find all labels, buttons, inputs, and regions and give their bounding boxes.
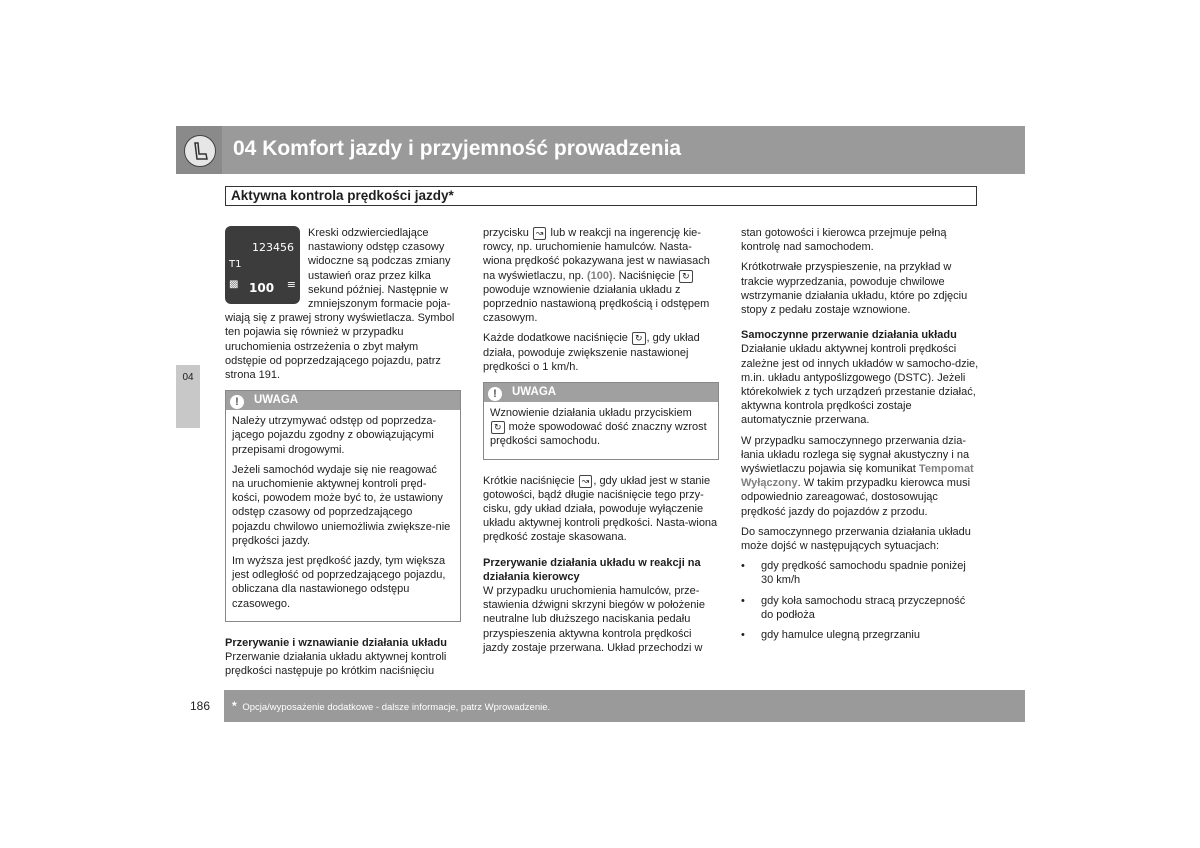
- paragraph: Do samoczynnego przerwania działania układu może dojść w następujących sytuacjach:: [741, 525, 971, 553]
- text: . W takim przypadku kierowca musi odpowiednio zareagować, dostosowując prędkość jazdy do pojazdów z przodu.: [741, 477, 971, 518]
- resume-button-icon: ↻: [679, 270, 693, 283]
- text: Wznowienie działania układu przyciskiem: [490, 407, 692, 420]
- text: . Naciśnięcie: [612, 269, 675, 282]
- paragraph: Działanie układu aktywnej kontroli prędkości zależne jest od innych układów w samocho-dzie, m.in. układu antypoślizgowego (DSTC). Jeżeli którekolwiek z tych urządzeń przestanie działać, aktywna kontrola prędkości zostaje automatycznie przerwana.: [741, 343, 979, 427]
- display-message: Tempomat Wyłączony: [741, 463, 974, 490]
- warning-body: [484, 402, 718, 459]
- footnote-text: Opcja/wyposażenie dodatkowe - dalsze informacje, patrz Wprowadzenie.: [242, 702, 551, 713]
- paragraph: [483, 226, 719, 325]
- distance-bars-icon: ≡: [286, 278, 296, 291]
- car-icon: ▩: [229, 279, 239, 290]
- text: , gdy układ jest w stanie gotowości, bądź długie naciśnięcie tego przy-cisku, gdy układ działa, powoduje wyłączenie układu aktywnej kontroli prędkości. Nasta-wiona prędkość zostaje skasowana.: [483, 474, 718, 544]
- warning-body: [226, 410, 460, 621]
- text: , gdy układ działa, powoduje zwiększenie nastawionej prędkości o 1 km/h.: [483, 332, 700, 373]
- subheading-automatic-interrupt: Samoczynne przerwanie działania układu: [741, 329, 957, 342]
- text: Każde dodatkowe naciśnięcie: [483, 332, 628, 345]
- list-item: • gdy hamulce ulegną przegrzaniu: [741, 628, 979, 642]
- warning-paragraph: Należy utrzymywać odstęp od poprzedza-jącego pojazdu zgodny z obowiązującymi przepisami drogowymi.: [232, 415, 437, 456]
- intro-text-rest: wyświetlacza. Symbol ten pojawia się również w przypadku uruchomienia ostrzeżenia o zbyt małym odstępie od poprzedzającego pojazdu, patrz strona 191.: [225, 312, 455, 382]
- paragraph: Przerwanie działania układu aktywnej kontroli prędkości następuje po krótkim naciśnięciu: [225, 651, 447, 678]
- header-icon-box: [176, 126, 222, 174]
- column-2: [483, 226, 719, 661]
- chapter-side-tab: 04: [176, 365, 200, 428]
- warning-paragraph: [490, 406, 710, 449]
- instrument-display-illustration: [225, 226, 300, 304]
- paragraph: [483, 474, 719, 545]
- list-item: • gdy koła samochodu stracą przyczepność do podłoża: [741, 594, 979, 622]
- chapter-header: [176, 126, 1025, 174]
- text: może spowodować dość znaczny wzrost prędkości samochodu.: [490, 421, 707, 448]
- warning-header: [226, 391, 460, 410]
- situations-list: [741, 559, 979, 642]
- footer-note-bar: [224, 690, 1025, 722]
- text: lub w reakcji na ingerencję kie-rowcy, np. uruchomienie hamulców. Nasta-wiona prędkość pokazywana jest w nawiasach na wyświetlaczu, np.: [483, 227, 710, 282]
- paragraph: Krótkotrwałe przyspieszenie, na przykład w trakcie wyprzedzania, powoduje chwilowe wstrzymanie działania układu, które po zdjęciu stopy z pedału zostaje wznowione.: [741, 261, 968, 317]
- set-speed-value: 100: [249, 281, 275, 295]
- display-reference: (100): [586, 269, 613, 282]
- chapter-title: 04 Komfort jazdy i przyjemność prowadzenia: [233, 137, 682, 160]
- text: przycisku: [483, 227, 529, 239]
- intro-text: Kreski odzwierciedlające nastawiony odstęp czasowy widoczne są podczas zmiany ustawień oraz przez kilka sekund później. Następnie w zmniejszonym formacie poja-wiają się z prawej strony: [225, 227, 451, 325]
- text: powoduje wznowienie działania układu z poprzednio nastawioną prędkością i odstępem czasowym.: [483, 283, 710, 325]
- footnote-star: *: [232, 699, 237, 713]
- warning-paragraph: Jeżeli samochód wydaje się nie reagować na uruchomienie aktywnej kontroli pręd-kości, powodem może być to, że ustawiony odstęp czasowy od poprzedzającego pojazdu chwilowo uniemożliwia zwiększe-nie prędkości jazdy.: [232, 463, 451, 547]
- column-3: [741, 226, 979, 648]
- warning-box: [483, 382, 719, 460]
- cruise-control-button-icon: ↝: [533, 227, 547, 240]
- text: W przypadku samoczynnego przerwania dzia-łania układu rozlega się sygnał akustyczny i na wyświetlaczu pojawia się komunikat: [741, 434, 970, 476]
- warning-title: UWAGA: [254, 394, 299, 407]
- subheading-driver-interrupt: Przerywanie działania układu w reakcji na działania kierowcy: [483, 556, 701, 583]
- paragraph: [483, 331, 719, 374]
- trip-label: T1: [229, 259, 242, 270]
- page-number: 186: [189, 699, 211, 713]
- odometer-value: 123456: [252, 241, 294, 254]
- warning-paragraph: Im wyższa jest prędkość jazdy, tym większa jest odległość od poprzedzającego pojazdu, obliczana dla nastawionego odstępu czasowego.: [232, 555, 446, 610]
- column-1: [225, 226, 461, 684]
- list-item: • gdy prędkość samochodu spadnie poniżej 30 km/h: [741, 559, 979, 587]
- warning-title: UWAGA: [512, 386, 557, 399]
- subheading-interrupt-resume: Przerywanie i wznawianie działania układu: [225, 636, 447, 649]
- resume-button-icon: ↻: [491, 421, 505, 434]
- paragraph: stan gotowości i kierowca przejmuje pełną kontrolę nad samochodem.: [741, 227, 947, 254]
- paragraph: [741, 434, 979, 519]
- paragraph: W przypadku uruchomienia hamulców, prze-stawienia dźwigni skrzyni biegów w położenie neutralne lub dłuższego naciskania pedału przyspieszenia aktywna kontrola prędkości jazdy zostaje przerwana. Układ przechodzi w: [483, 585, 705, 654]
- info-icon: !: [488, 387, 502, 401]
- warning-box: [225, 390, 461, 622]
- seat-icon: [184, 135, 216, 167]
- warning-header: [484, 383, 718, 402]
- resume-button-icon: ↻: [632, 332, 646, 345]
- info-icon: !: [230, 395, 244, 409]
- text: Krótkie naciśnięcie: [483, 474, 575, 487]
- cruise-control-button-icon: ↝: [579, 475, 593, 488]
- section-title: Aktywna kontrola prędkości jazdy*: [225, 186, 977, 206]
